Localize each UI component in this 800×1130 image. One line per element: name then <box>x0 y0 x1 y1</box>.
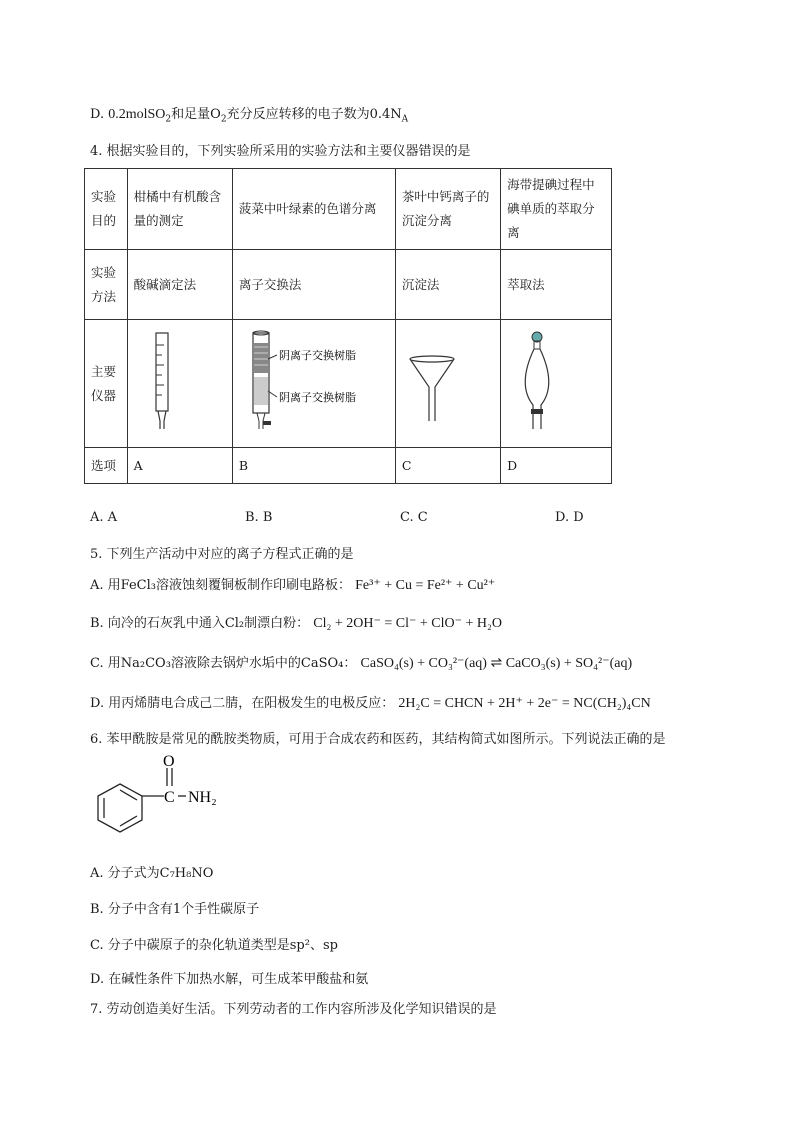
q3-option-d <box>90 103 408 125</box>
resin-label-1: 阴离子交换树脂 <box>278 348 356 362</box>
funnel-icon <box>402 325 462 435</box>
row-option <box>85 448 612 484</box>
option-b: B <box>232 448 395 484</box>
q7-stem: 7. 劳动创造美好生活。下列劳动者的工作内容所涉及化学知识错误的是 <box>90 1002 497 1017</box>
apparatus-c <box>395 320 500 448</box>
purpose-c: 茶叶中钙离子的沉淀分离 <box>395 169 500 250</box>
q5c-text: C. 用Na₂CO₃溶液除去锅炉水垢中的CaSO₄： <box>90 656 357 671</box>
apparatus-b <box>232 320 395 448</box>
q3d-sub1: 2 <box>165 114 172 125</box>
separatory-funnel-icon <box>507 325 567 435</box>
burette-icon <box>134 325 194 435</box>
q3d-text-b: 和足量O <box>171 107 221 122</box>
benzamide-structure <box>88 754 248 844</box>
method-d: 萃取法 <box>501 250 612 320</box>
q6-option-a[interactable]: A. 分子式为C₇H₈NO <box>90 866 214 881</box>
q5d-text: D. 用丙烯腈电合成己二腈，在阳极发生的电极反应： <box>90 696 395 711</box>
q5d-eq: 2H₂C = CHCN + 2H⁺ + 2e⁻ = NC(CH₂)₄CN <box>398 696 651 711</box>
q5-stem: 5. 下列生产活动中对应的离子方程式正确的是 <box>90 547 354 562</box>
q6-option-d[interactable]: D. 在碱性条件下加热水解，可生成苯甲酸盐和氨 <box>90 972 369 987</box>
head-option: 选项 <box>85 448 128 484</box>
apparatus-a <box>127 320 232 448</box>
head-purpose: 实验目的 <box>85 169 128 250</box>
q5b-eq: Cl₂ + 2OH⁻ = Cl⁻ + ClO⁻ + H₂O <box>313 616 503 631</box>
struct-c: C <box>164 789 175 806</box>
row-purpose <box>85 169 612 250</box>
q3d-text-c: 充分反应转移的电子数为0.4N <box>226 107 402 122</box>
q5-option-b[interactable] <box>90 612 502 632</box>
q5a-text: A. 用FeCl₃溶液蚀刻覆铜板制作印刷电路板： <box>90 578 351 593</box>
q6-stem: 6. 苯甲酰胺是常见的酰胺类物质，可用于合成农药和医药，其结构简式如图所示。下列说法正确的是 <box>90 732 666 747</box>
resin-label-2: 阴离子交换树脂 <box>278 390 356 404</box>
q3d-sub3: A <box>401 114 409 125</box>
q4-stem: 4. 根据实验目的，下列实验所采用的实验方法和主要仪器错误的是 <box>90 144 471 159</box>
head-method: 实验方法 <box>85 250 128 320</box>
row-apparatus <box>85 320 612 448</box>
head-apparatus: 主要仪器 <box>85 320 128 448</box>
q6-option-c[interactable]: C. 分子中碳原子的杂化轨道类型是sp²、sp <box>90 938 338 953</box>
purpose-d: 海带提碘过程中碘单质的萃取分离 <box>501 169 612 250</box>
option-a: A <box>127 448 232 484</box>
q5c-eq: CaSO₄(s) + CO₃²⁻(aq) ⇌ CaCO₃(s) + SO₄²⁻(aq) <box>360 656 633 671</box>
q5-option-c[interactable] <box>90 652 632 672</box>
method-a: 酸碱滴定法 <box>127 250 232 320</box>
q5-option-a[interactable] <box>90 574 495 594</box>
option-d: D <box>501 448 612 484</box>
purpose-a: 柑橘中有机酸含量的测定 <box>127 169 232 250</box>
q5-option-d[interactable] <box>90 692 651 712</box>
method-c: 沉淀法 <box>395 250 500 320</box>
q4-table <box>84 168 612 484</box>
apparatus-d <box>501 320 612 448</box>
method-b: 离子交换法 <box>232 250 395 320</box>
struct-o: O <box>163 754 175 770</box>
q4-answer-b[interactable]: B. B <box>245 510 273 525</box>
q3d-sub2: 2 <box>220 114 227 125</box>
purpose-b: 菠菜中叶绿素的色谱分离 <box>232 169 395 250</box>
row-method <box>85 250 612 320</box>
q6-option-b[interactable]: B. 分子中含有1个手性碳原子 <box>90 902 260 917</box>
q5a-eq: Fe³⁺ + Cu = Fe²⁺ + Cu²⁺ <box>355 578 496 593</box>
option-c: C <box>395 448 500 484</box>
q4-answer-c[interactable]: C. C <box>400 510 428 525</box>
struct-nh2: NH₂ <box>188 789 217 806</box>
q4-answer-d[interactable]: D. D <box>555 510 584 525</box>
q5b-text: B. 向冷的石灰乳中通入Cl₂制漂白粉： <box>90 616 310 631</box>
ion-exchange-column-icon <box>239 325 389 435</box>
q4-answer-a[interactable]: A. A <box>90 510 118 525</box>
q3d-label: D. <box>90 107 105 122</box>
q3d-text-a: 0.2molSO <box>108 107 166 122</box>
